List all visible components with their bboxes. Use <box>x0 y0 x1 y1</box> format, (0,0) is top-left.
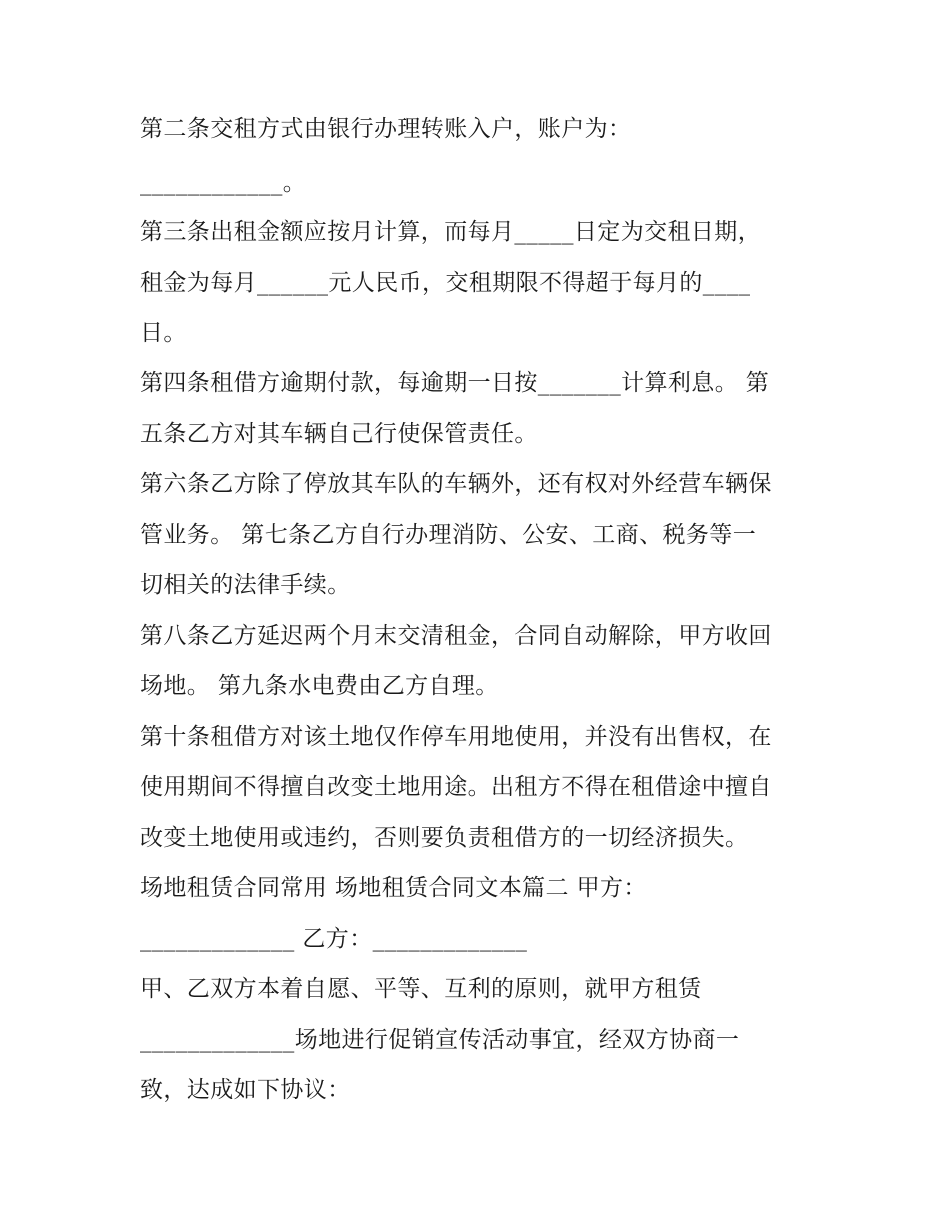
text-line: 第六条乙方除了停放其车队的车辆外，还有权对外经营车辆保 <box>140 471 772 497</box>
text-line: 第十条租借方对该土地仅作停车用地使用，并没有出售权，在 <box>140 724 772 750</box>
text-line: 第三条出租金额应按月计算，而每月_____日定为交租日期， <box>140 219 762 245</box>
text-line: 致，达成如下协议： <box>140 1077 351 1103</box>
text-line: 场地租赁合同常用 场地租赁合同文本篇二 甲方： <box>140 875 647 901</box>
text-line: _____________场地进行促销宣传活动事宜，经双方协商一 <box>140 1027 740 1053</box>
text-line: 管业务。 第七条乙方自行办理消防、公安、工商、税务等一 <box>140 522 757 548</box>
text-line: 日。 <box>140 320 187 346</box>
text-line: 场地。 第九条水电费由乙方自理。 <box>140 673 499 699</box>
text-line: 第四条租借方逾期付款，每逾期一日按_______计算利息。 第 <box>140 370 770 396</box>
text-line: 第二条交租方式由银行办理转账入户，账户为： <box>140 116 632 142</box>
text-line: 甲、乙双方本着自愿、平等、互利的原则，就甲方租赁 <box>140 976 702 1002</box>
text-line: 切相关的法律手续。 <box>140 572 351 598</box>
text-line: 租金为每月______元人民币，交租期限不得超于每月的____ <box>140 270 751 296</box>
text-line: 使用期间不得擅自改变土地用途。出租方不得在租借途中擅自 <box>140 774 772 800</box>
text-line: 第八条乙方延迟两个月末交清租金，合同自动解除，甲方收回 <box>140 623 772 649</box>
text-line: 五条乙方对其车辆自己行使保管责任。 <box>140 421 538 447</box>
text-line: _____________ 乙方：_____________ <box>140 926 528 952</box>
text-line: ____________。 <box>140 170 307 196</box>
text-line: 改变土地使用或违约，否则要负责租借方的一切经济损失。 <box>140 825 749 851</box>
